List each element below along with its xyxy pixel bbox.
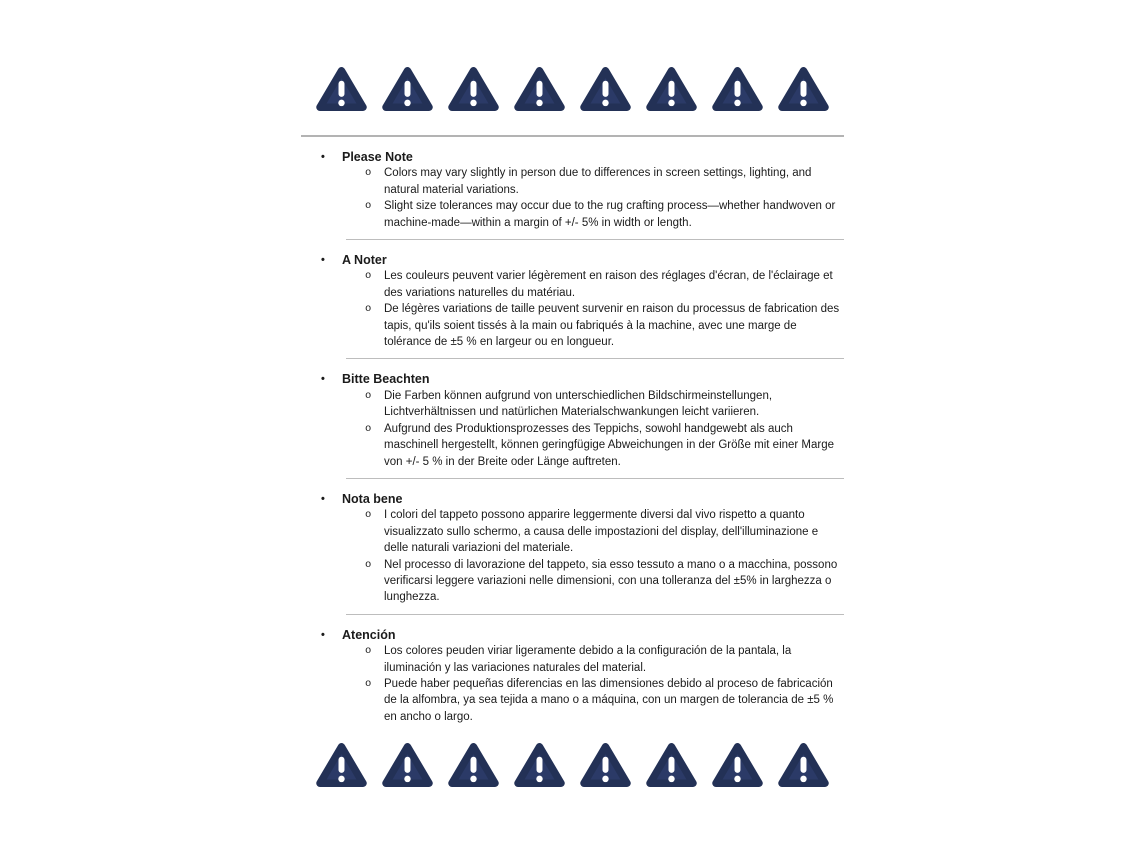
sub-bullet-marker: o	[365, 558, 372, 571]
warning-triangle-icon	[579, 63, 632, 115]
list-item	[301, 421, 844, 470]
section-es	[301, 627, 844, 725]
section-de	[301, 371, 844, 469]
section-it	[301, 491, 844, 606]
sub-bullet-marker: o	[365, 389, 372, 402]
note-text: De légères variations de taille peuvent survenir en raison du processus de fabrication des tapis, qu'ils soient tissés à la main ou fabriqués à la machine, avec une marge de tolérance de ±5 % en largeur ou en longueur.	[384, 303, 840, 349]
list-item	[301, 268, 844, 301]
note-text: Nel processo di lavorazione del tappeto, sia esso tessuto a mano o a macchina, possono verificarsi leggere variazioni nelle dimensioni, con una tolleranza del ±5% in larghezza o lunghezza.	[384, 558, 838, 604]
section-title: A Noter	[342, 253, 387, 268]
section-en	[301, 149, 844, 231]
list-item	[301, 388, 844, 421]
warning-triangle-icon	[711, 63, 764, 115]
note-text: Aufgrund des Produktionsprozesses des Teppichs, sowohl handgewebt als auch maschinell hergestellt, können geringfügige Abweichungen in der Größe mit einer Marge von +/- 5 % in der Breite oder Länge auftreten.	[384, 422, 835, 468]
warning-triangle-icon	[513, 63, 566, 115]
note-text: Los colores peuden viriar ligeramente debido a la configuración de la pantala, la iluminación y las variaciones naturales del material.	[384, 645, 792, 674]
list-item	[301, 507, 844, 556]
sub-bullet-marker: o	[365, 303, 372, 316]
list-item	[301, 676, 844, 725]
bullet-marker: •	[321, 492, 325, 505]
sub-bullet-marker: o	[365, 167, 372, 180]
section-heading	[301, 252, 844, 268]
bullet-marker: •	[321, 628, 325, 641]
section-heading	[301, 491, 844, 507]
list-item	[301, 165, 844, 198]
section-title: Atención	[342, 627, 396, 642]
section-title: Nota bene	[342, 491, 403, 506]
list-item	[301, 198, 844, 231]
bullet-marker: •	[321, 151, 325, 163]
section-title: Please Note	[342, 150, 413, 164]
sub-bullet-marker: o	[365, 509, 372, 522]
warning-triangle-icon	[513, 739, 566, 791]
top-divider	[301, 135, 844, 137]
section-divider	[346, 358, 844, 359]
bullet-marker: •	[321, 373, 325, 386]
content-column	[301, 0, 844, 791]
section-divider	[346, 239, 844, 240]
warning-triangle-icon	[381, 63, 434, 115]
warning-triangle-icon	[645, 739, 698, 791]
note-text: Puede haber pequeñas diferencias en las dimensiones debido al proceso de fabricación de la alfombra, ya sea tejida a mano o a máquina, con un margen de tolerancia de ±5 % en ancho o largo.	[384, 677, 834, 723]
warning-triangle-icon	[579, 739, 632, 791]
note-text: Die Farben können aufgrund von unterschiedlichen Bildschirmeinstellungen, Lichtverhältnissen und natürlichen Materialschwankungen leicht variieren.	[384, 389, 773, 419]
warning-triangle-icon	[447, 63, 500, 115]
section-heading	[301, 371, 844, 387]
section-divider	[346, 614, 844, 615]
sub-bullet-marker: o	[365, 645, 372, 658]
warning-triangle-icon	[645, 63, 698, 115]
note-text: Les couleurs peuvent varier légèrement en raison des réglages d'écran, de l'éclairage et des variations naturelles du matériau.	[384, 270, 833, 299]
section-heading	[301, 627, 844, 643]
warning-triangle-icon	[447, 739, 500, 791]
note-text: Slight size tolerances may occur due to the rug crafting process—whether handwoven or machine-made—within a margin of +/- 5% in width or length.	[384, 200, 836, 229]
sub-bullet-marker: o	[365, 270, 372, 283]
section-fr	[301, 252, 844, 350]
sub-bullet-marker: o	[365, 422, 372, 435]
section-divider	[346, 478, 844, 479]
section-heading	[301, 149, 844, 165]
notes-sections	[301, 149, 844, 725]
warning-triangle-icon	[381, 739, 434, 791]
list-item	[301, 301, 844, 350]
warning-triangle-icon	[315, 739, 368, 791]
warning-row-bottom	[301, 739, 844, 791]
list-item	[301, 557, 844, 606]
warning-triangle-icon	[777, 739, 830, 791]
list-item	[301, 643, 844, 676]
note-text: Colors may vary slightly in person due to differences in screen settings, lighting, and natural material variations.	[384, 167, 812, 196]
sub-bullet-marker: o	[365, 200, 372, 213]
bullet-marker: •	[321, 254, 325, 267]
warning-triangle-icon	[777, 63, 830, 115]
warning-triangle-icon	[711, 739, 764, 791]
note-text: I colori del tappeto possono apparire leggermente diversi dal vivo rispetto a quanto visualizzato sullo schermo, a causa delle impostazioni del display, dell'illuminazione e delle naturali variazioni del materiale.	[384, 509, 819, 555]
sub-bullet-marker: o	[365, 677, 372, 690]
warning-row-top	[301, 0, 844, 115]
warning-triangle-icon	[315, 63, 368, 115]
section-title: Bitte Beachten	[342, 372, 430, 387]
